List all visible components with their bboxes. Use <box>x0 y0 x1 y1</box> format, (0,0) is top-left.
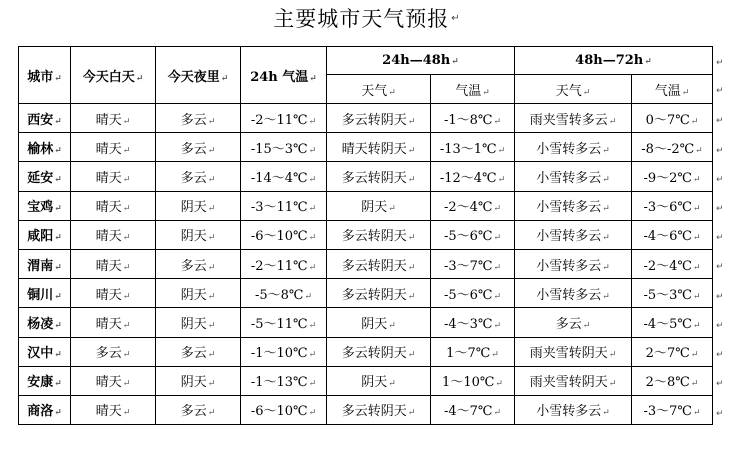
day-cell: 晴天↵ <box>71 249 156 278</box>
night-cell: 阴天↵ <box>156 191 241 220</box>
temp48-cell: -13～1℃↵ <box>431 133 515 162</box>
temp24-cell: -2～11℃↵ <box>241 249 327 278</box>
temp48-cell: 1～7℃↵ <box>431 337 515 366</box>
temp24-cell: -5～11℃↵ <box>241 308 327 337</box>
table-row <box>19 191 713 220</box>
weather48-cell: 多云转阴天↵ <box>327 337 431 366</box>
weather48-cell: 多云转阴天↵ <box>327 395 431 424</box>
paragraph-mark-icon: ↵ <box>716 350 724 360</box>
temp24-cell: -14～4℃↵ <box>241 162 327 191</box>
day-cell: 晴天↵ <box>71 133 156 162</box>
table-row <box>19 220 713 249</box>
title-text: 主要城市天气预报 <box>273 7 450 31</box>
table-row <box>19 337 713 366</box>
city-cell: 安康↵ <box>19 366 71 395</box>
day-cell: 晴天↵ <box>71 308 156 337</box>
table-row <box>19 308 713 337</box>
night-cell: 多云↵ <box>156 162 241 191</box>
temp48-cell: -5～6℃↵ <box>431 220 515 249</box>
weather48-cell: 多云转阴天↵ <box>327 104 431 133</box>
paragraph-mark-icon: ↵ <box>716 321 724 331</box>
city-cell: 咸阳↵ <box>19 220 71 249</box>
paragraph-mark-icon: ↵ <box>716 146 724 156</box>
temp24-cell: -6～10℃↵ <box>241 395 327 424</box>
paragraph-mark-icon: ↵ <box>716 233 724 243</box>
weather72-cell: 小雪转多云↵ <box>515 191 632 220</box>
weather72-cell: 雨夹雪转多云↵ <box>515 104 632 133</box>
paragraph-mark-icon: ↵ <box>716 262 724 272</box>
night-cell: 多云↵ <box>156 395 241 424</box>
night-cell: 阴天↵ <box>156 366 241 395</box>
night-cell: 多云↵ <box>156 104 241 133</box>
city-cell: 汉中↵ <box>19 337 71 366</box>
paragraph-mark-icon: ↵ <box>451 13 461 24</box>
weather72-cell: 雨夹雪转阴天↵ <box>515 366 632 395</box>
header-city: 城市↵ <box>19 47 71 104</box>
day-cell: 晴天↵ <box>71 191 156 220</box>
forecast-table <box>18 46 713 425</box>
paragraph-mark-icon: ↵ <box>716 175 724 185</box>
temp24-cell: -5～8℃↵ <box>241 279 327 308</box>
day-cell: 多云↵ <box>71 337 156 366</box>
night-cell: 多云↵ <box>156 133 241 162</box>
header-row-1 <box>19 47 713 75</box>
city-cell: 杨凌↵ <box>19 308 71 337</box>
paragraph-mark-icon: ↵ <box>716 116 724 126</box>
page-title <box>0 4 734 34</box>
temp48-cell: -3～7℃↵ <box>431 249 515 278</box>
table-row <box>19 162 713 191</box>
temp24-cell: -1～13℃↵ <box>241 366 327 395</box>
city-cell: 商洛↵ <box>19 395 71 424</box>
weather72-cell: 雨夹雪转阴天↵ <box>515 337 632 366</box>
weather72-cell: 小雪转多云↵ <box>515 220 632 249</box>
temp48-cell: 1～10℃↵ <box>431 366 515 395</box>
table-row <box>19 104 713 133</box>
day-cell: 晴天↵ <box>71 366 156 395</box>
temp24-cell: -2～11℃↵ <box>241 104 327 133</box>
header-temp-72: 气温↵ <box>632 75 713 104</box>
header-temp-48: 气温↵ <box>431 75 515 104</box>
temp72-cell: -5～3℃↵ <box>632 279 713 308</box>
temp48-cell: -4～7℃↵ <box>431 395 515 424</box>
header-48h-72h: 48h—72h↵ <box>515 47 713 75</box>
weather48-cell: 阴天↵ <box>327 191 431 220</box>
temp48-cell: -2～4℃↵ <box>431 191 515 220</box>
weather48-cell: 多云转阴天↵ <box>327 249 431 278</box>
temp24-cell: -6～10℃↵ <box>241 220 327 249</box>
forecast-rows <box>19 104 713 425</box>
day-cell: 晴天↵ <box>71 162 156 191</box>
weather48-cell: 阴天↵ <box>327 308 431 337</box>
table-row <box>19 395 713 424</box>
weather72-cell: 小雪转多云↵ <box>515 395 632 424</box>
city-cell: 铜川↵ <box>19 279 71 308</box>
city-cell: 延安↵ <box>19 162 71 191</box>
weather72-cell: 小雪转多云↵ <box>515 279 632 308</box>
night-cell: 多云↵ <box>156 337 241 366</box>
temp72-cell: 2～7℃↵ <box>632 337 713 366</box>
day-cell: 晴天↵ <box>71 104 156 133</box>
temp72-cell: 0～7℃↵ <box>632 104 713 133</box>
temp48-cell: -5～6℃↵ <box>431 279 515 308</box>
city-cell: 榆林↵ <box>19 133 71 162</box>
temp24-cell: -15～3℃↵ <box>241 133 327 162</box>
day-cell: 晴天↵ <box>71 395 156 424</box>
table-row <box>19 366 713 395</box>
header-weather-72: 天气↵ <box>515 75 632 104</box>
header-today-day: 今天白天↵ <box>71 47 156 104</box>
temp24-cell: -1～10℃↵ <box>241 337 327 366</box>
night-cell: 阴天↵ <box>156 279 241 308</box>
temp72-cell: -3～6℃↵ <box>632 191 713 220</box>
temp72-cell: -3～7℃↵ <box>632 395 713 424</box>
temp48-cell: -1～8℃↵ <box>431 104 515 133</box>
weather48-cell: 晴天转阴天↵ <box>327 133 431 162</box>
day-cell: 晴天↵ <box>71 279 156 308</box>
table-row <box>19 133 713 162</box>
header-24h-temp: 24h 气温↵ <box>241 47 327 104</box>
temp72-cell: -2～4℃↵ <box>632 249 713 278</box>
paragraph-mark-icon: ↵ <box>716 86 724 96</box>
paragraph-mark-icon: ↵ <box>716 204 724 214</box>
weather48-cell: 多云转阴天↵ <box>327 279 431 308</box>
temp24-cell: -3～11℃↵ <box>241 191 327 220</box>
header-today-night: 今天夜里↵ <box>156 47 241 104</box>
table-row <box>19 249 713 278</box>
temp72-cell: -4～6℃↵ <box>632 220 713 249</box>
city-cell: 西安↵ <box>19 104 71 133</box>
paragraph-mark-icon: ↵ <box>716 379 724 389</box>
weather72-cell: 小雪转多云↵ <box>515 249 632 278</box>
temp72-cell: 2～8℃↵ <box>632 366 713 395</box>
weather48-cell: 多云转阴天↵ <box>327 220 431 249</box>
night-cell: 阴天↵ <box>156 308 241 337</box>
night-cell: 多云↵ <box>156 249 241 278</box>
paragraph-mark-icon: ↵ <box>716 409 724 419</box>
paragraph-mark-icon: ↵ <box>716 58 724 68</box>
city-cell: 宝鸡↵ <box>19 191 71 220</box>
weather48-cell: 多云转阴天↵ <box>327 162 431 191</box>
temp48-cell: -12～4℃↵ <box>431 162 515 191</box>
day-cell: 晴天↵ <box>71 220 156 249</box>
weather48-cell: 阴天↵ <box>327 366 431 395</box>
weather72-cell: 小雪转多云↵ <box>515 162 632 191</box>
weather72-cell: 小雪转多云↵ <box>515 133 632 162</box>
temp72-cell: -8～-2℃↵ <box>632 133 713 162</box>
header-24h-48h: 24h—48h↵ <box>327 47 515 75</box>
weather72-cell: 多云↵ <box>515 308 632 337</box>
temp48-cell: -4～3℃↵ <box>431 308 515 337</box>
city-cell: 渭南↵ <box>19 249 71 278</box>
temp72-cell: -4～5℃↵ <box>632 308 713 337</box>
table-row <box>19 279 713 308</box>
night-cell: 阴天↵ <box>156 220 241 249</box>
header-weather-48: 天气↵ <box>327 75 431 104</box>
paragraph-mark-icon: ↵ <box>716 292 724 302</box>
temp72-cell: -9～2℃↵ <box>632 162 713 191</box>
